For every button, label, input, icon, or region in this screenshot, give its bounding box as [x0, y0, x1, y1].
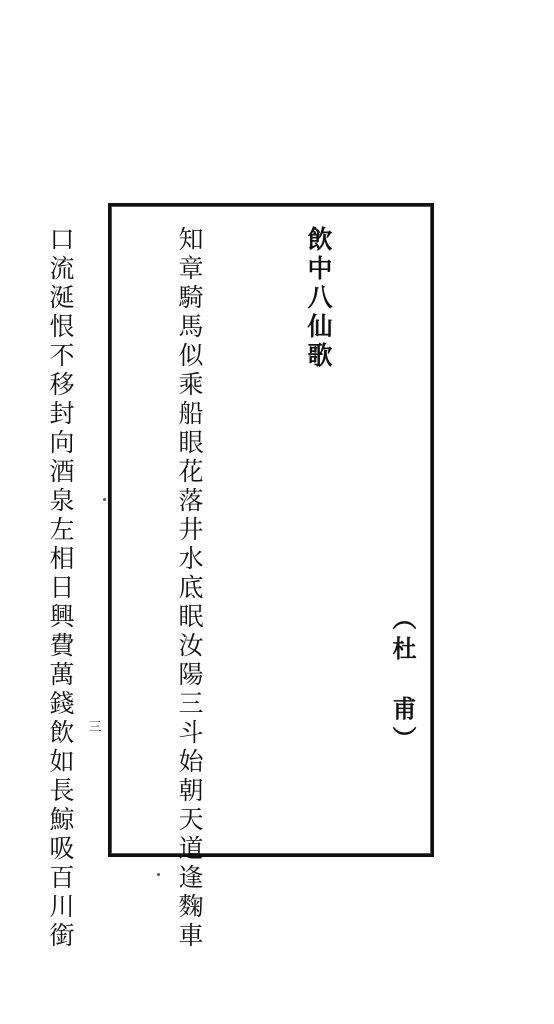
poem-line: 口流涎恨不移封向酒泉左相日興費萬錢飲如長鯨吸百川銜 [46, 226, 75, 951]
poem-line: 知章騎馬似乘船眼花落井水底眠汝陽三斗始朝天道逢麴車 [175, 226, 204, 951]
poem-title: 飲中八仙歌 [304, 226, 333, 371]
page-number: 三 [88, 720, 102, 735]
scan-speck [157, 873, 160, 876]
scan-speck [103, 498, 106, 501]
poem-author: （杜 甫） [388, 606, 417, 756]
poem-text [0, 226, 426, 951]
